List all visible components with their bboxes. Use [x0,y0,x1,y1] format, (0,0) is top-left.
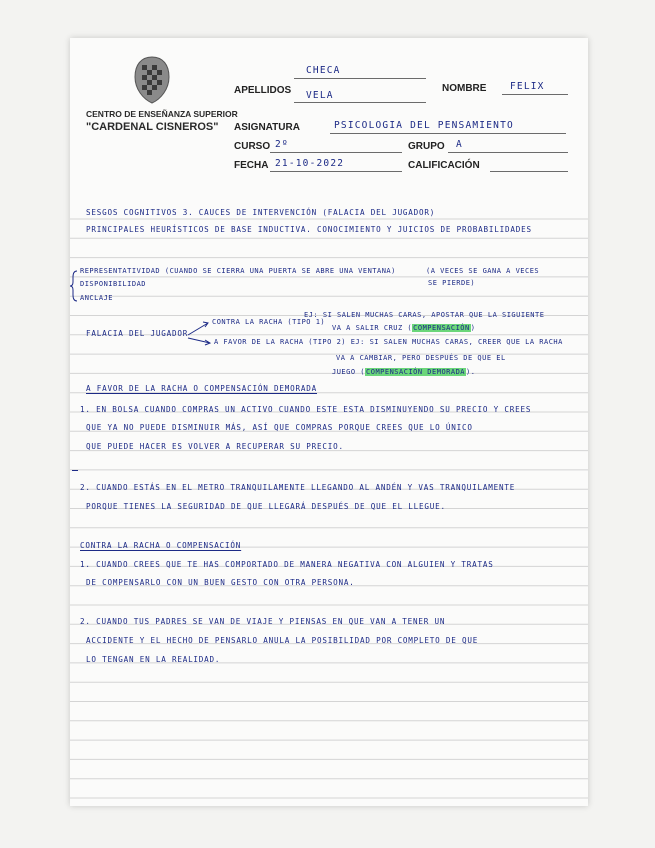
falacia-label: FALACIA DEL JUGADOR [86,329,189,338]
falacia-tipo-1: CONTRA LA RACHA (TIPO 1) [212,318,326,326]
heuristic-note-2: SE PIERDE) [428,279,476,287]
section-a-favor-title: A FAVOR DE LA RACHA O COMPENSACIÓN DEMORADA [86,384,317,393]
apellidos-underline-1 [294,78,426,79]
title-line-1: SESGOS COGNITIVOS 3. CAUCES DE INTERVENCIÓN (FALACIA DEL JUGADOR) [86,208,436,217]
a-favor-1-line-3: QUE PUEDE HACER ES VOLVER A RECUPERAR SU PRECIO. [86,442,344,451]
contra-2-line-2: ACCIDENTE Y EL HECHO DE PENSARLO ANULA LA POSIBILIDAD POR COMPLETO DE QUE [86,636,479,645]
apellido-2: VELA [306,90,334,101]
stray-mark [72,470,78,471]
title-line-2: PRINCIPALES HEURÍSTICOS DE BASE INDUCTIVA. CONOCIMIENTO Y JUICIOS DE PROBABILIDADES [86,225,532,234]
contra-2-line-3: LO TENGAN EN LA REALIDAD. [86,655,221,664]
fecha-label: FECHA [234,160,269,171]
falacia-tipo-1-highlight: COMPENSACIÓN [413,324,470,332]
heuristic-representatividad: REPRESENTATIVIDAD (CUANDO SE CIERRA UNA PUERTA SE ABRE UNA VENTANA) [80,267,396,275]
calificacion-label: CALIFICACIÓN [408,160,480,171]
falacia-tipo-2-ej-3-text: JUEGO ( [332,368,366,376]
grupo-label: GRUPO [408,141,445,152]
heuristic-anclaje: ANCLAJE [80,294,114,302]
falacia-tipo-2-close: ). [466,368,476,376]
curso-label: CURSO [234,141,271,152]
arrow-lower [188,338,210,345]
contra-1-line-2: DE COMPENSARLO CON UN BUEN GESTO CON OTRA PERSONA. [86,578,355,587]
school-name-line1: CENTRO DE ENSEÑANZA SUPERIOR [86,109,238,119]
logo [133,55,171,105]
a-favor-1-line-1: 1. EN BOLSA CUANDO COMPRAS UN ACTIVO CUANDO ESTE ESTA DISMINUYENDO SU PRECIO Y CREES [80,405,532,414]
falacia-tipo-1-close: ) [470,324,476,332]
asignatura-underline [330,133,566,134]
curso-value: 2º [275,139,289,150]
calificacion-underline [490,171,568,172]
a-favor-2-line-2: PORQUE TIENES LA SEGURIDAD DE QUE LLEGARÁ DESPUÉS DE QUE EL LLEGUE. [86,502,446,511]
falacia-tipo-2-ej-3 [332,369,475,376]
exam-sheet [70,38,588,806]
a-favor-2-line-1: 2. CUANDO ESTÁS EN EL METRO TRANQUILAMENTE LLEGANDO AL ANDÉN Y VAS TRANQUILAMENTE [80,483,516,492]
apellido-1: CHECA [306,65,341,76]
school-name-line2: "CARDENAL CISNEROS" [86,121,219,133]
grupo-underline [448,152,568,153]
contra-2-line-1: 2. CUANDO TUS PADRES SE VAN DE VIAJE Y PIENSAS EN QUE VAN A TENER UN [80,617,446,626]
falacia-tipo-1-ej-2-text: VA A SALIR CRUZ ( [332,324,413,332]
falacia-tipo-1-ej-2 [332,325,475,332]
heuristic-disponibilidad: DISPONIBILIDAD [80,280,147,288]
falacia-tipo-2: A FAVOR DE LA RACHA (TIPO 2) EJ: SI SALEN MUCHAS CARAS, CREER QUE LA RACHA [214,338,563,346]
a-favor-1-line-2: QUE YA NO PUEDE DISMINUIR MÁS, ASÍ QUE COMPRAS PORQUE CREES QUE LO ÚNICO [86,423,473,432]
fecha-value: 21-10-2022 [275,158,345,169]
nombre-underline [502,94,568,95]
falacia-tipo-2-highlight: COMPENSACIÓN DEMORADA [366,368,466,376]
section-contra-title: CONTRA LA RACHA O COMPENSACIÓN [80,541,242,550]
falacia-tipo-1-ej-1: EJ: SI SALEN MUCHAS CARAS, APOSTAR QUE LA SIGUIENTE [304,311,545,319]
ruled-lines [70,38,588,806]
heuristic-note-1: (A VECES SE GANA A VECES [426,267,540,275]
nombre-label: NOMBRE [442,83,487,94]
falacia-tipo-2-ej-2: VA A CAMBIAR, PERO DESPUÉS DE QUE EL [336,354,506,362]
arrow-upper [188,322,208,335]
apellidos-label: APELLIDOS [234,85,292,96]
apellidos-underline-2 [294,102,426,103]
grupo-value: A [456,139,463,150]
curso-underline [270,152,402,153]
asignatura-value: PSICOLOGIA DEL PENSAMIENTO [334,120,514,131]
contra-1-line-1: 1. CUANDO CREES QUE TE HAS COMPORTADO DE MANERA NEGATIVA CON ALGUIEN Y TRATAS [80,560,494,569]
asignatura-label: ASIGNATURA [234,122,300,133]
fecha-underline [270,171,402,172]
nombre-value: FELIX [510,81,545,92]
